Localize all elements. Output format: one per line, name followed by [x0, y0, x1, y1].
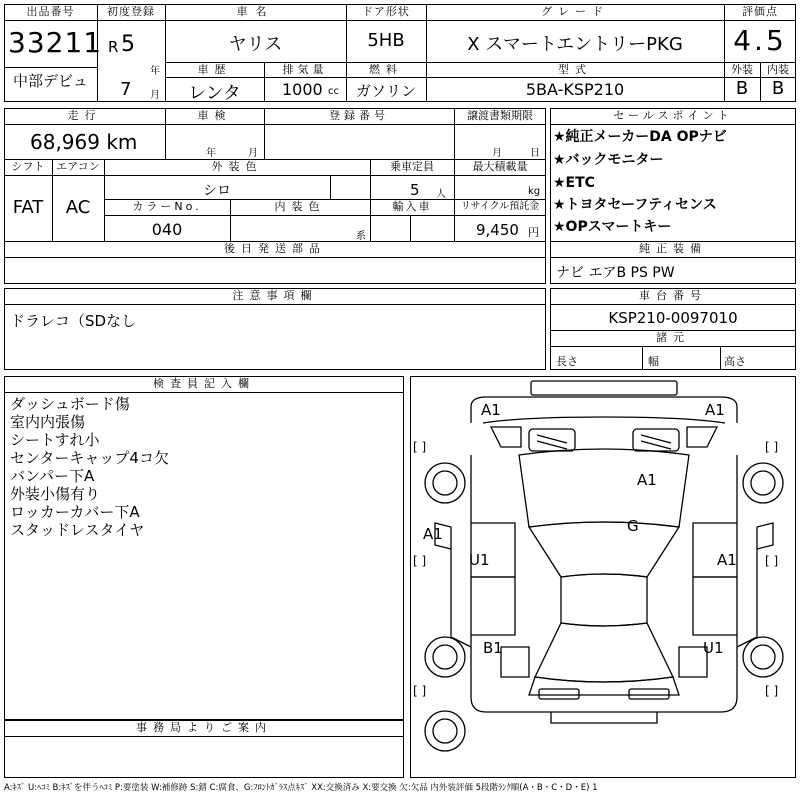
- car-name-label: 車名: [236, 5, 275, 18]
- mileage: 68,969 km: [30, 130, 138, 154]
- mark-rear-left: B1: [483, 639, 503, 657]
- model-label: 型式: [558, 63, 592, 76]
- inspector-line-3: シートすれ小: [10, 431, 100, 449]
- mark-windshield: G: [627, 517, 639, 535]
- displacement-unit: cc: [328, 86, 339, 97]
- inspector-line-7: ロッカーカバー下A: [10, 503, 140, 521]
- inspection-label: 車検: [197, 109, 232, 122]
- chassis-label: 車台番号: [639, 289, 707, 302]
- sales-point-label: セールスポイント: [613, 109, 733, 122]
- history-label: 車歴: [197, 63, 232, 76]
- capacity-label: 乗車定員: [390, 160, 434, 173]
- equipment-label: 純正装備: [639, 242, 707, 255]
- inspector-line-1: ダッシュボード傷: [10, 395, 130, 413]
- mark-rear-right: U1: [703, 639, 724, 657]
- int-color-label: 内装色: [274, 200, 326, 213]
- bracket-front-left: [ ]: [413, 440, 427, 454]
- door-label: ドア形状: [362, 5, 410, 18]
- mark-front-left: A1: [481, 401, 501, 419]
- inspector-line-8: スタッドレスタイヤ: [10, 521, 145, 539]
- exterior-label: 外装: [731, 63, 753, 76]
- ac: AC: [65, 197, 91, 218]
- inspection-year-unit: 年: [206, 148, 216, 159]
- int-color-series-unit: 系: [356, 231, 366, 242]
- capacity: 5: [410, 181, 420, 199]
- door-type: 5HB: [367, 30, 405, 51]
- recycle-label: リサイクル預託金: [460, 201, 540, 212]
- notes-label: 注意事項欄: [232, 289, 318, 302]
- sales-point-4: ★トヨタセーフティセンス: [553, 197, 717, 213]
- car-diagram-svg: [411, 377, 797, 779]
- lot-number-label: 出品番号: [26, 5, 75, 18]
- sales-point-1: ★純正メーカーDA OPナビ: [553, 129, 727, 145]
- debut-label: 中部デビュ: [12, 72, 88, 90]
- shift: FAT: [12, 197, 44, 218]
- inspector-label: 検査員記入欄: [153, 377, 255, 390]
- width-label: 幅: [648, 355, 659, 368]
- ext-color-label: 外装色: [211, 160, 263, 173]
- sales-point-5: ★OPスマートキー: [553, 219, 672, 235]
- ext-color: シロ: [203, 183, 231, 199]
- inspector-line-5: バンパー下A: [10, 467, 95, 485]
- bracket-rear-left: [ ]: [413, 684, 427, 698]
- model-code: 5BA-KSP210: [525, 80, 625, 99]
- color-no-label: カラーNo.: [132, 200, 202, 213]
- legend: A:ｷｽﾞ U:ﾍｺﾐ B:ｷｽﾞを伴うﾍｺﾐ P:要塗装 W:補修跡 S:錆 C:腐食、G:ﾌﾛﾝﾄｶﾞﾗｽ点ｷｽﾞ XX:交換済み X:要交換 欠:欠品 内外装評価 5段階ﾗﾝｸ順(A・B・C・D・E) 1: [4, 783, 598, 793]
- exterior-grade: B: [735, 78, 749, 99]
- interior-grade: B: [771, 78, 785, 99]
- mark-front-right: A1: [705, 401, 725, 419]
- interior-label: 内装: [767, 63, 789, 76]
- grade: X スマートエントリーPKG: [467, 34, 683, 55]
- displacement: 1000: [282, 80, 323, 99]
- inspector-line-6: 外装小傷有り: [10, 485, 101, 503]
- notes: ドラレコ（SDなし: [10, 312, 137, 330]
- ac-label: エアコン: [56, 160, 100, 173]
- color-no: 040: [151, 220, 183, 239]
- reg-era: R: [108, 38, 119, 56]
- reg-number-label: 登録番号: [329, 109, 389, 122]
- max-load-label: 最大積載量: [472, 160, 528, 173]
- recycle-unit: 円: [528, 226, 539, 239]
- score-label: 評価点: [742, 5, 778, 18]
- shift-label: シフト: [11, 160, 45, 173]
- fuel: ガソリン: [355, 82, 416, 100]
- max-load-unit: kg: [528, 186, 541, 197]
- mileage-label: 走行: [67, 109, 102, 122]
- office-label: 事務局よりご案内: [136, 721, 272, 734]
- dims-label: 諸元: [656, 331, 690, 344]
- mark-left-side: A1: [423, 525, 443, 543]
- grade-label: グレード: [541, 5, 609, 18]
- displacement-label: 排気量: [282, 63, 328, 76]
- reg-month: 7: [120, 79, 132, 100]
- sales-point-3: ★ETC: [553, 175, 595, 191]
- recycle: 9,450: [476, 221, 519, 239]
- bracket-rear-right: [ ]: [765, 684, 779, 698]
- chassis-number: KSP210-0097010: [608, 309, 738, 327]
- transfer-label: 譲渡書類期限: [467, 109, 533, 122]
- damage-diagram: [410, 376, 796, 778]
- transfer-month-unit: 月: [492, 148, 502, 159]
- equipment: ナビ エアB PS PW: [556, 265, 675, 281]
- inspector-line-4: センターキャップ4コ欠: [10, 449, 169, 467]
- height-label: 高さ: [724, 355, 746, 368]
- bracket-mid-left: [ ]: [413, 554, 427, 568]
- lot-number: 33211: [8, 26, 103, 59]
- first-reg-label: 初度登録: [107, 5, 155, 18]
- history: レンタ: [188, 83, 241, 104]
- reg-year: 5: [121, 32, 135, 57]
- transfer-day-unit: 日: [530, 148, 540, 159]
- mark-left-door: U1: [469, 551, 490, 569]
- reg-month-unit: 月: [150, 90, 160, 101]
- length-label: 長さ: [556, 355, 578, 368]
- capacity-unit: 人: [436, 189, 446, 200]
- sales-point-2: ★バックモニター: [553, 152, 664, 168]
- bracket-front-right: [ ]: [765, 440, 779, 454]
- fuel-label: 燃料: [369, 63, 403, 76]
- import-label: 輸入車: [392, 200, 432, 213]
- reg-year-unit: 年: [150, 66, 160, 77]
- mark-right-door: A1: [717, 551, 737, 569]
- car-name: ヤリス: [228, 34, 283, 55]
- later-parts-label: 後日発送部品: [224, 242, 326, 255]
- mark-hood: A1: [637, 471, 657, 489]
- score: 4.5: [733, 24, 787, 57]
- inspection-month-unit: 月: [248, 148, 258, 159]
- inspector-line-2: 室内内張傷: [10, 413, 86, 431]
- bracket-mid-right: [ ]: [765, 554, 779, 568]
